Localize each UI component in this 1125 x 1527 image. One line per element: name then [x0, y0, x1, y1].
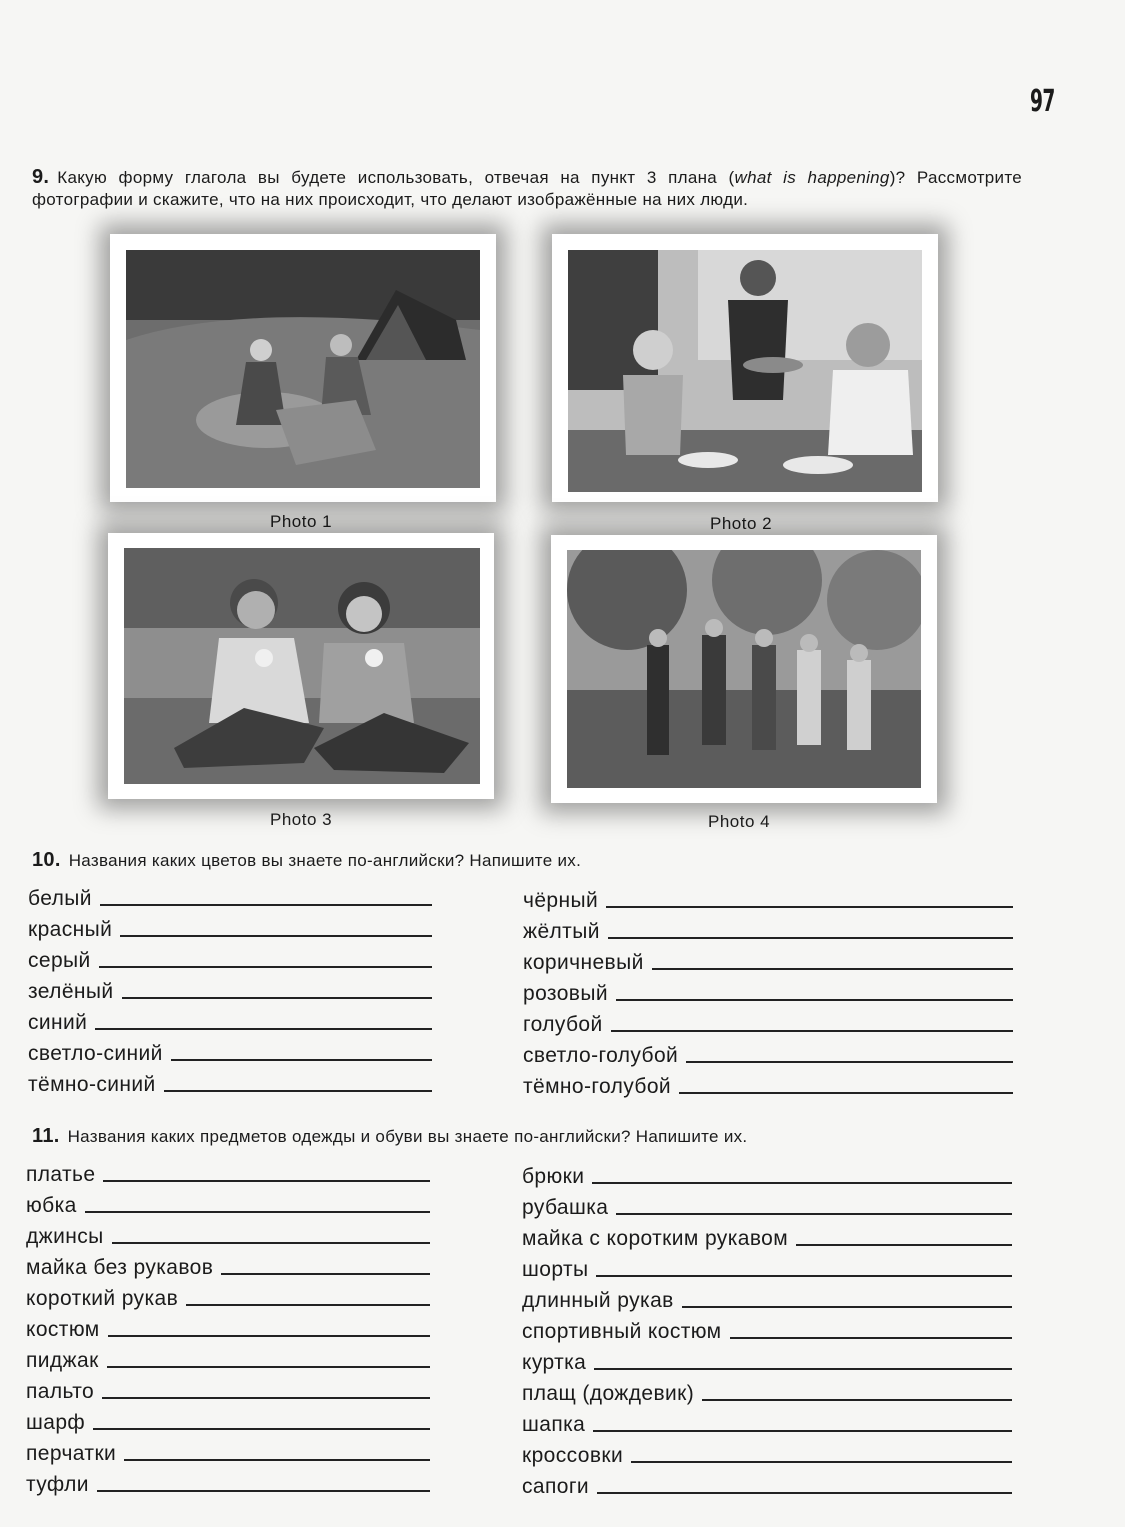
word-label: туфли: [26, 1473, 89, 1496]
word-label: плащ (дождевик): [522, 1382, 695, 1405]
photo-2-caption: Photo 2: [710, 514, 773, 533]
word-label: зелёный: [28, 980, 114, 1003]
answer-line[interactable]: [652, 967, 1013, 970]
word-label: кроссовки: [522, 1444, 624, 1467]
task-9-italic: what is happening: [734, 168, 890, 187]
word-label: шапка: [522, 1413, 586, 1436]
word-label: майка без рукавов: [26, 1256, 214, 1279]
clothes-left-item: [26, 1311, 430, 1342]
photo-3-caption: Photo 3: [270, 810, 333, 829]
answer-line[interactable]: [100, 903, 432, 906]
colors-left-item: [28, 1066, 432, 1097]
word-label: короткий рукав: [26, 1287, 179, 1310]
answer-line[interactable]: [616, 998, 1013, 1001]
clothes-right-item: [522, 1344, 1012, 1375]
answer-line[interactable]: [120, 934, 432, 937]
word-label: светло-голубой: [523, 1044, 679, 1067]
word-label: платье: [26, 1163, 96, 1186]
answer-line[interactable]: [730, 1336, 1012, 1339]
clothes-right-item: [522, 1189, 1012, 1220]
word-label: серый: [28, 949, 91, 972]
task-9-instruction: [32, 166, 1022, 211]
answer-line[interactable]: [85, 1210, 430, 1213]
clothes-left-item: [26, 1466, 430, 1497]
clothes-left-item: [26, 1156, 430, 1187]
word-label: спортивный костюм: [522, 1320, 722, 1343]
word-label: пальто: [26, 1380, 95, 1403]
word-label: шарф: [26, 1411, 86, 1434]
answer-line[interactable]: [631, 1460, 1012, 1463]
word-label: голубой: [523, 1013, 603, 1036]
word-label: шорты: [522, 1258, 589, 1281]
answer-line[interactable]: [593, 1429, 1012, 1432]
clothes-left-item: [26, 1187, 430, 1218]
task-10-text: Названия каких цветов вы знаете по-английски? Напишите их.: [68, 851, 582, 870]
word-label: светло-синий: [28, 1042, 163, 1065]
answer-line[interactable]: [102, 1396, 430, 1399]
answer-line[interactable]: [186, 1303, 430, 1306]
colors-left-item: [28, 880, 432, 911]
answer-line[interactable]: [95, 1027, 432, 1030]
colors-right-item: [523, 1068, 1013, 1099]
family-picnic-photo: [126, 250, 480, 488]
clothes-left-item: [26, 1342, 430, 1373]
clothes-left-item: [26, 1373, 430, 1404]
answer-line[interactable]: [103, 1179, 430, 1182]
photo-1-caption: Photo 1: [270, 512, 333, 531]
word-label: тёмно-синий: [28, 1073, 156, 1096]
colors-right-list: [523, 882, 1013, 1099]
answer-line[interactable]: [164, 1089, 432, 1092]
colors-left-item: [28, 1004, 432, 1035]
photo-4-caption: Photo 4: [708, 812, 771, 831]
answer-line[interactable]: [592, 1181, 1012, 1184]
clothes-right-item: [522, 1468, 1012, 1499]
clothes-right-item: [522, 1158, 1012, 1189]
answer-line[interactable]: [97, 1489, 430, 1492]
task-9-number: 9.: [32, 166, 50, 188]
clothes-left-item: [26, 1280, 430, 1311]
photo-4-frame: [551, 535, 937, 803]
task-11-instruction: [32, 1125, 747, 1148]
word-label: майка с коротким рукавом: [522, 1227, 789, 1250]
word-label: куртка: [522, 1351, 587, 1374]
word-label: сапоги: [522, 1475, 590, 1498]
clothes-left-list: [26, 1156, 430, 1497]
answer-line[interactable]: [108, 1334, 430, 1337]
answer-line[interactable]: [99, 965, 432, 968]
answer-line[interactable]: [682, 1305, 1012, 1308]
word-label: розовый: [523, 982, 608, 1005]
word-label: длинный рукав: [522, 1289, 674, 1312]
clothes-right-item: [522, 1437, 1012, 1468]
answer-line[interactable]: [171, 1058, 432, 1061]
answer-line[interactable]: [596, 1274, 1012, 1277]
answer-line[interactable]: [597, 1491, 1012, 1494]
answer-line[interactable]: [221, 1272, 430, 1275]
word-label: жёлтый: [523, 920, 600, 943]
colors-left-list: [28, 880, 432, 1097]
word-label: синий: [28, 1011, 88, 1034]
word-label: джинсы: [26, 1225, 104, 1248]
clothes-left-item: [26, 1249, 430, 1280]
colors-left-item: [28, 942, 432, 973]
task-9-text-after: )? Рассмотрите фотографии и скажите, что на них происходит, что делают изображённые на них люди.: [32, 168, 1023, 209]
colors-left-item: [28, 1035, 432, 1066]
answer-line[interactable]: [124, 1458, 430, 1461]
word-label: рубашка: [522, 1196, 609, 1219]
answer-line[interactable]: [93, 1427, 430, 1430]
word-label: чёрный: [523, 889, 599, 912]
task-11-text: Названия каких предметов одежды и обуви вы знаете по-английски? Напишите их.: [67, 1127, 748, 1146]
colors-right-item: [523, 882, 1013, 913]
task-10-number: 10.: [32, 849, 61, 871]
clothes-left-item: [26, 1218, 430, 1249]
word-label: брюки: [522, 1165, 585, 1188]
answer-line[interactable]: [679, 1091, 1013, 1094]
family-dinner-photo: [568, 250, 922, 492]
clothes-right-item: [522, 1406, 1012, 1437]
word-label: тёмно-голубой: [523, 1075, 672, 1098]
word-label: коричневый: [523, 951, 644, 974]
colors-left-item: [28, 911, 432, 942]
clothes-right-item: [522, 1313, 1012, 1344]
answer-line[interactable]: [611, 1029, 1013, 1032]
page-number: 97: [1030, 84, 1055, 119]
word-label: костюм: [26, 1318, 100, 1341]
colors-right-item: [523, 913, 1013, 944]
answer-line[interactable]: [122, 996, 432, 999]
colors-right-item: [523, 1037, 1013, 1068]
task-9-text-before: Какую форму глагола вы будете использовать, отвечая на пункт 3 плана (: [57, 168, 735, 187]
colors-left-item: [28, 973, 432, 1004]
answer-line[interactable]: [702, 1398, 1012, 1401]
colors-right-item: [523, 975, 1013, 1006]
word-label: перчатки: [26, 1442, 117, 1465]
clothes-left-item: [26, 1435, 430, 1466]
photo-2-frame: [552, 234, 938, 502]
photo-3-frame: [108, 533, 494, 799]
task-11-number: 11.: [32, 1125, 60, 1147]
answer-line[interactable]: [112, 1241, 430, 1244]
answer-line[interactable]: [686, 1060, 1013, 1063]
clothes-right-item: [522, 1220, 1012, 1251]
clothes-right-item: [522, 1251, 1012, 1282]
colors-right-item: [523, 944, 1013, 975]
clothes-right-item: [522, 1282, 1012, 1313]
task-10-instruction: [32, 849, 581, 872]
answer-line[interactable]: [796, 1243, 1012, 1246]
answer-line[interactable]: [616, 1212, 1012, 1215]
kids-autumn-leaves-photo: [567, 550, 921, 788]
word-label: красный: [28, 918, 113, 941]
clothes-left-item: [26, 1404, 430, 1435]
answer-line[interactable]: [594, 1367, 1012, 1370]
answer-line[interactable]: [107, 1365, 430, 1368]
word-label: пиджак: [26, 1349, 99, 1372]
word-label: белый: [28, 887, 92, 910]
answer-line[interactable]: [608, 936, 1013, 939]
colors-right-item: [523, 1006, 1013, 1037]
answer-line[interactable]: [606, 905, 1013, 908]
clothes-right-list: [522, 1158, 1012, 1499]
clothes-right-item: [522, 1375, 1012, 1406]
word-label: юбка: [26, 1194, 77, 1217]
kids-ice-cream-photo: [124, 548, 480, 784]
photo-1-frame: [110, 234, 496, 502]
